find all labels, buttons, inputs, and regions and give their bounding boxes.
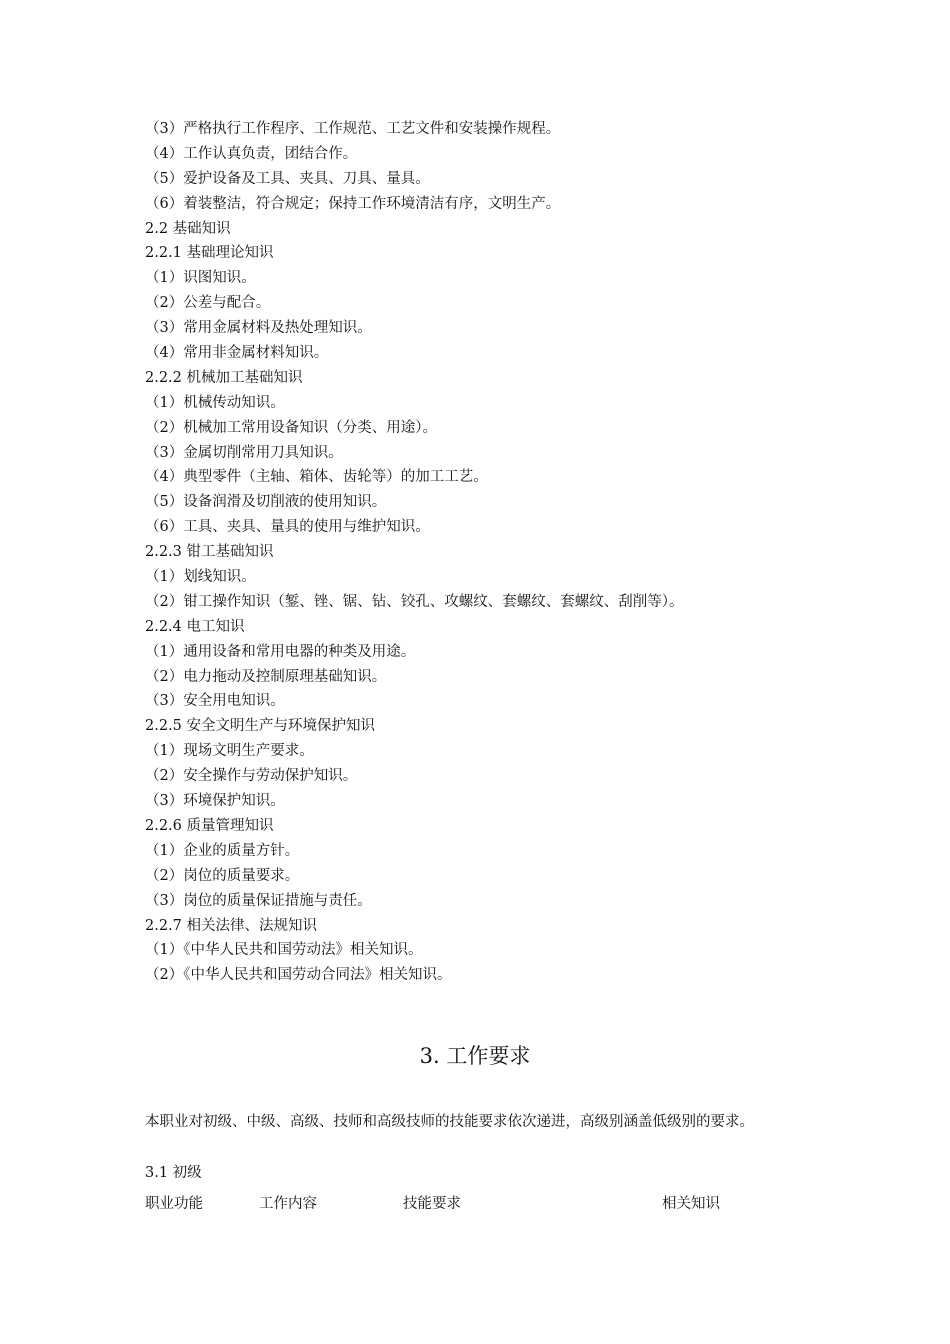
list-item: （5）爱护设备及工具、夹具、刀具、量具。 xyxy=(145,170,430,187)
section-subheading: 2.2 基础知识 xyxy=(145,220,231,237)
list-item: （2）电力拖动及控制原理基础知识。 xyxy=(145,668,387,685)
subsection-title: 3.1 初级 xyxy=(145,1165,202,1181)
intro-paragraph: 本职业对初级、中级、高级、技师和高级技师的技能要求依次递进，高级别涵盖低级别的要求。 xyxy=(145,1114,754,1130)
requirements-table-header xyxy=(0,1190,950,1218)
list-item: （6）着装整洁，符合规定；保持工作环境清洁有序，文明生产。 xyxy=(145,195,561,212)
list-item: （1）现场文明生产要求。 xyxy=(145,743,314,760)
section-subheading: 2.2.5 安全文明生产与环境保护知识 xyxy=(145,718,376,735)
section-subheading: 2.2.7 相关法律、法规知识 xyxy=(145,917,318,934)
list-item: （4）工作认真负责，团结合作。 xyxy=(145,145,358,162)
list-item: （1）企业的质量方针。 xyxy=(145,842,300,859)
list-item: （3）常用金属材料及热处理知识。 xyxy=(145,320,372,337)
list-item: （2）《中华人民共和国劳动合同法》相关知识。 xyxy=(145,967,452,984)
list-item: （4）常用非金属材料知识。 xyxy=(145,345,329,362)
list-item: （1）《中华人民共和国劳动法》相关知识。 xyxy=(145,942,423,959)
section-heading: 3. 工作要求 xyxy=(419,1044,531,1068)
list-item: （2）公差与配合。 xyxy=(145,295,271,312)
list-item: （5）设备润滑及切削液的使用知识。 xyxy=(145,494,387,511)
section-subheading: 2.2.3 钳工基础知识 xyxy=(145,544,274,561)
list-item: （3）岗位的质量保证措施与责任。 xyxy=(145,892,372,909)
list-item: （4）典型零件（主轴、箱体、齿轮等）的加工工艺。 xyxy=(145,469,488,486)
list-item: （2）机械加工常用设备知识（分类、用途）。 xyxy=(145,419,437,436)
list-item: （3）金属切削常用刀具知识。 xyxy=(145,444,343,461)
list-item: （2）安全操作与劳动保护知识。 xyxy=(145,768,358,785)
list-item: （1）识图知识。 xyxy=(145,270,256,287)
column-header-skills: 技能要求 xyxy=(403,1196,461,1212)
section-subheading: 2.2.2 机械加工基础知识 xyxy=(145,369,303,386)
column-header-content: 工作内容 xyxy=(259,1196,317,1212)
list-item: （3）安全用电知识。 xyxy=(145,693,285,710)
column-header-knowledge: 相关知识 xyxy=(662,1196,720,1212)
list-item: （1）机械传动知识。 xyxy=(145,394,285,411)
column-header-function: 职业功能 xyxy=(145,1196,203,1212)
section-subheading: 2.2.1 基础理论知识 xyxy=(145,245,274,262)
knowledge-list xyxy=(145,117,825,988)
list-item: （2）钳工操作知识（錾、锉、锯、钻、铰孔、攻螺纹、套螺纹、套螺纹、刮削等）。 xyxy=(145,593,684,610)
section-subheading: 2.2.6 质量管理知识 xyxy=(145,817,274,834)
list-item: （2）岗位的质量要求。 xyxy=(145,867,300,884)
list-item: （1）通用设备和常用电器的种类及用途。 xyxy=(145,643,416,660)
list-item: （1）划线知识。 xyxy=(145,569,256,586)
list-item: （3）环境保护知识。 xyxy=(145,793,285,810)
list-item: （6）工具、夹具、量具的使用与维护知识。 xyxy=(145,519,430,536)
list-item: （3）严格执行工作程序、工作规范、工艺文件和安装操作规程。 xyxy=(145,121,561,137)
section-subheading: 2.2.4 电工知识 xyxy=(145,618,245,635)
